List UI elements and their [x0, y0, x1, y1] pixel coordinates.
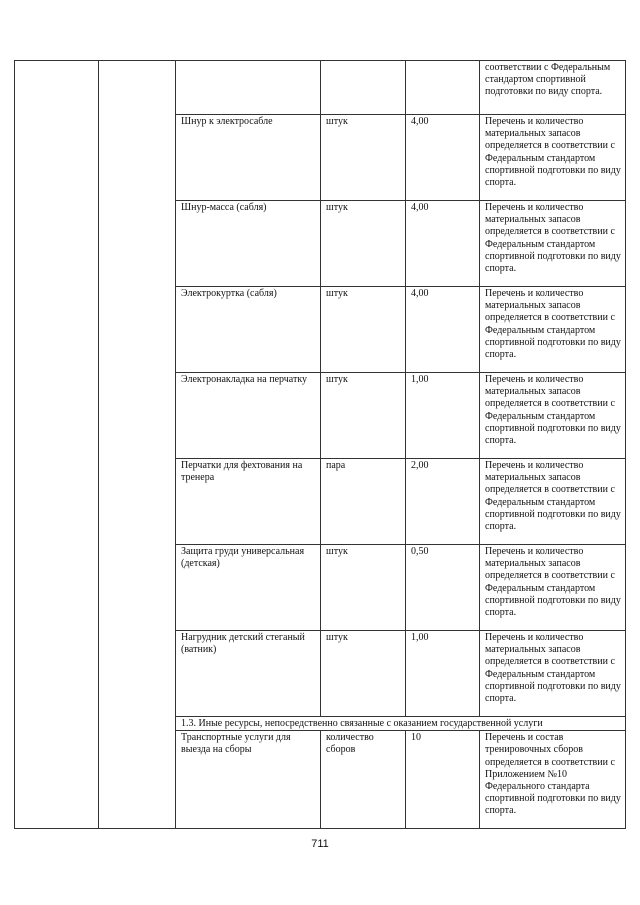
item-name: Защита груди универсальная (детская): [176, 545, 321, 631]
item-qty: 10: [406, 731, 480, 829]
item-qty: 1,00: [406, 631, 480, 717]
item-name: Перчатки для фехтования на тренера: [176, 459, 321, 545]
item-unit: штук: [321, 373, 406, 459]
merged-cell-1: [15, 61, 99, 829]
item-unit: штук: [321, 545, 406, 631]
item-name: Электронакладка на перчатку: [176, 373, 321, 459]
resources-table: [14, 60, 626, 829]
item-unit: пара: [321, 459, 406, 545]
item-note: Перечень и количество материальных запасов определяется в соответствии с Федеральным стандартом спортивной подготовки по виду спорта.: [480, 459, 626, 545]
item-name: Шнур к электросабле: [176, 115, 321, 201]
item-unit: штук: [321, 631, 406, 717]
item-name: Электрокуртка (сабля): [176, 287, 321, 373]
item-note: Перечень и количество материальных запасов определяется в соответствии с Федеральным стандартом спортивной подготовки по виду спорта.: [480, 201, 626, 287]
item-name: Нагрудник детский стеганый (ватник): [176, 631, 321, 717]
item-note: Перечень и количество материальных запасов определяется в соответствии с Федеральным стандартом спортивной подготовки по виду спорта.: [480, 545, 626, 631]
item-qty: 4,00: [406, 201, 480, 287]
item-name: Шнур-масса (сабля): [176, 201, 321, 287]
table-cell: [406, 61, 480, 115]
item-note: Перечень и количество материальных запасов определяется в соответствии с Федеральным стандартом спортивной подготовки по виду спорта.: [480, 287, 626, 373]
note-cell: соответствии с Федеральным стандартом спортивной подготовки по виду спорта.: [480, 61, 626, 115]
item-qty: 4,00: [406, 287, 480, 373]
section-heading: 1.3. Иные ресурсы, непосредственно связанные с оказанием государственной услуги: [176, 717, 626, 731]
item-note: Перечень и состав тренировочных сборов определяется в соответствии с Приложением №10 Федерального стандарта спортивной подготовки по виду спорта.: [480, 731, 626, 829]
item-note: Перечень и количество материальных запасов определяется в соответствии с Федеральным стандартом спортивной подготовки по виду спорта.: [480, 115, 626, 201]
item-qty: 2,00: [406, 459, 480, 545]
item-unit: количество сборов: [321, 731, 406, 829]
item-qty: 0,50: [406, 545, 480, 631]
item-unit: штук: [321, 201, 406, 287]
item-qty: 1,00: [406, 373, 480, 459]
item-note: Перечень и количество материальных запасов определяется в соответствии с Федеральным стандартом спортивной подготовки по виду спорта.: [480, 631, 626, 717]
page-number: 711: [311, 838, 329, 850]
item-note: Перечень и количество материальных запасов определяется в соответствии с Федеральным стандартом спортивной подготовки по виду спорта.: [480, 373, 626, 459]
table-cell: [321, 61, 406, 115]
item-unit: штук: [321, 287, 406, 373]
item-unit: штук: [321, 115, 406, 201]
item-qty: 4,00: [406, 115, 480, 201]
table-cell: [176, 61, 321, 115]
merged-cell-2: [99, 61, 176, 829]
item-name: Транспортные услуги для выезда на сборы: [176, 731, 321, 829]
table-row: [15, 61, 626, 115]
